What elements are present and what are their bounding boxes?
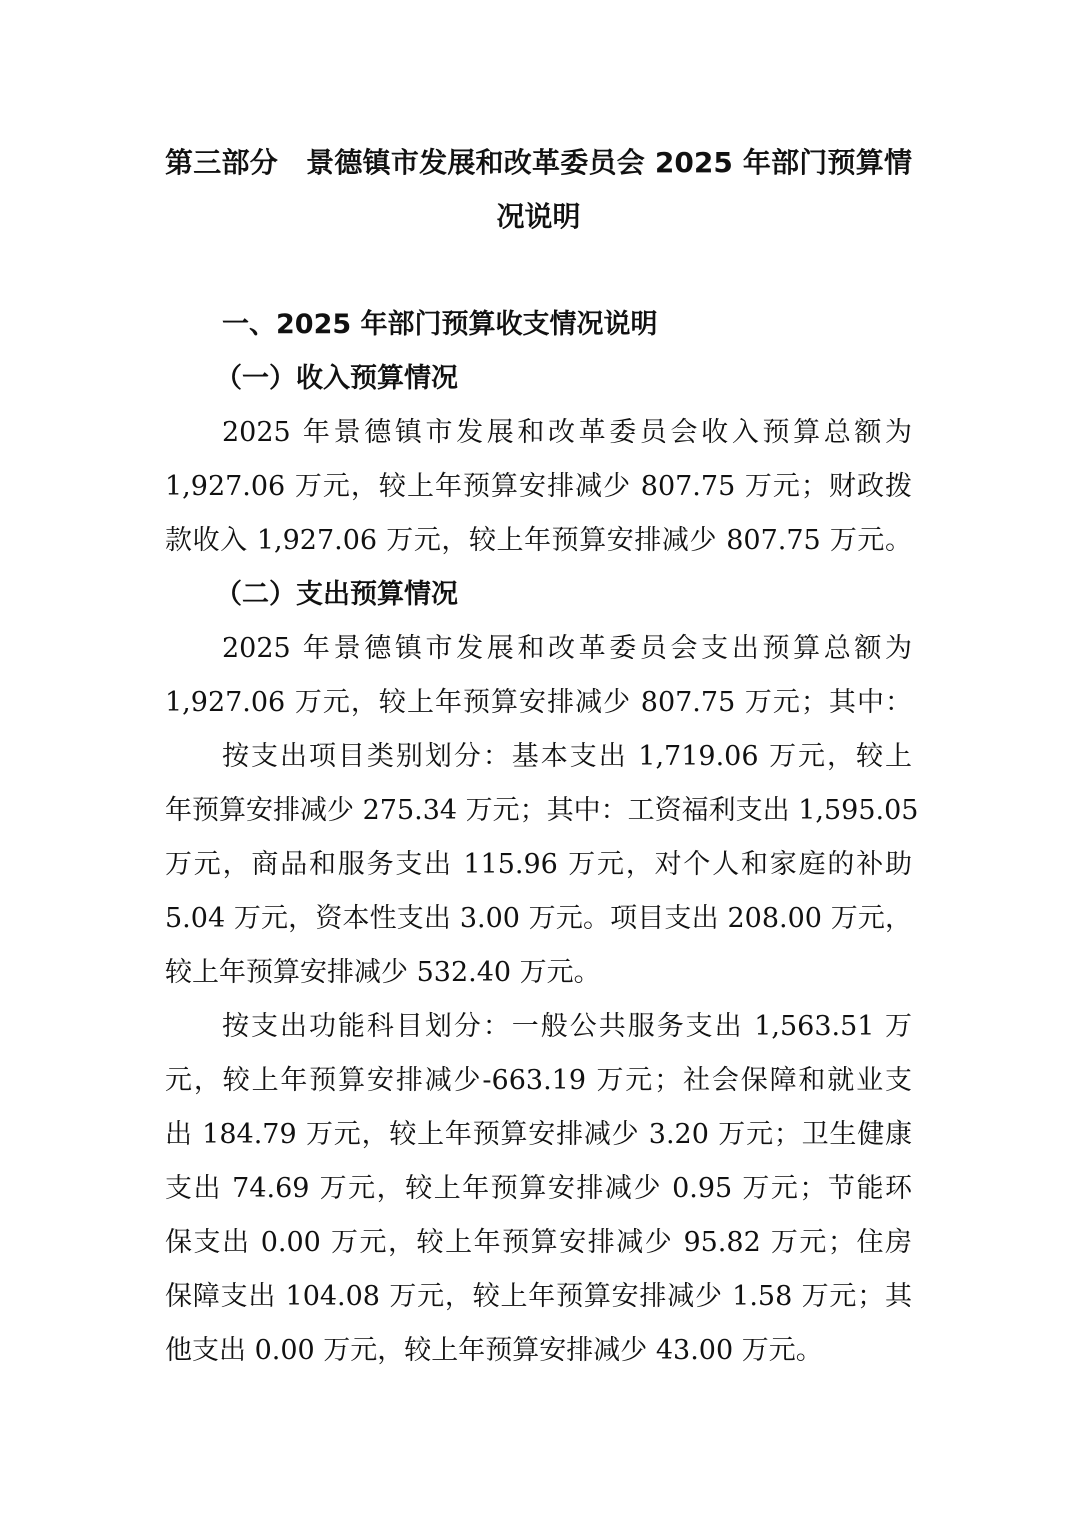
income-line: 1,927.06 万元，较上年预算安排减少 807.75 万元；财政拨 [165,471,912,502]
spacer [165,244,912,298]
income-line: 款收入 1,927.06 万元，较上年预算安排减少 807.75 万元。 [165,525,912,556]
function-line: 他支出 0.00 万元，较上年预算安排减少 43.00 万元。 [165,1335,823,1366]
section-heading: 一、2025 年部门预算收支情况说明 [222,309,658,340]
expense-heading: （二）支出预算情况 [215,579,458,610]
function-line: 保支出 0.00 万元，较上年预算安排减少 95.82 万元；住房 [165,1227,912,1258]
income-line: 2025 年景德镇市发展和改革委员会收入预算总额为 [222,417,912,448]
page-title-line-2: 况说明 [496,200,581,233]
function-line: 支出 74.69 万元，较上年预算安排减少 0.95 万元；节能环 [165,1173,912,1204]
function-line: 按支出功能科目划分：一般公共服务支出 1,563.51 万 [222,1011,912,1042]
function-line: 出 184.79 万元，较上年预算安排减少 3.20 万元；卫生健康 [165,1119,912,1150]
page-title-line-1: 第三部分 景德镇市发展和改革委员会 2025 年部门预算情 [165,146,912,179]
category-line: 年预算安排减少 275.34 万元；其中：工资福利支出 1,595.05 [165,795,919,826]
category-line: 按支出项目类别划分：基本支出 1,719.06 万元，较上 [222,741,912,772]
expense-line: 2025 年景德镇市发展和改革委员会支出预算总额为 [222,633,912,664]
income-heading: （一）收入预算情况 [215,363,458,394]
category-line: 较上年预算安排减少 532.40 万元。 [165,957,601,988]
function-line: 元，较上年预算安排减少-663.19 万元；社会保障和就业支 [165,1065,912,1096]
function-line: 保障支出 104.08 万元，较上年预算安排减少 1.58 万元；其 [165,1281,912,1312]
expense-line: 1,927.06 万元，较上年预算安排减少 807.75 万元；其中： [165,687,912,718]
category-line: 5.04 万元，资本性支出 3.00 万元。项目支出 208.00 万元， [165,903,912,934]
category-line: 万元，商品和服务支出 115.96 万元，对个人和家庭的补助 [165,849,912,880]
document-page [165,136,919,1378]
